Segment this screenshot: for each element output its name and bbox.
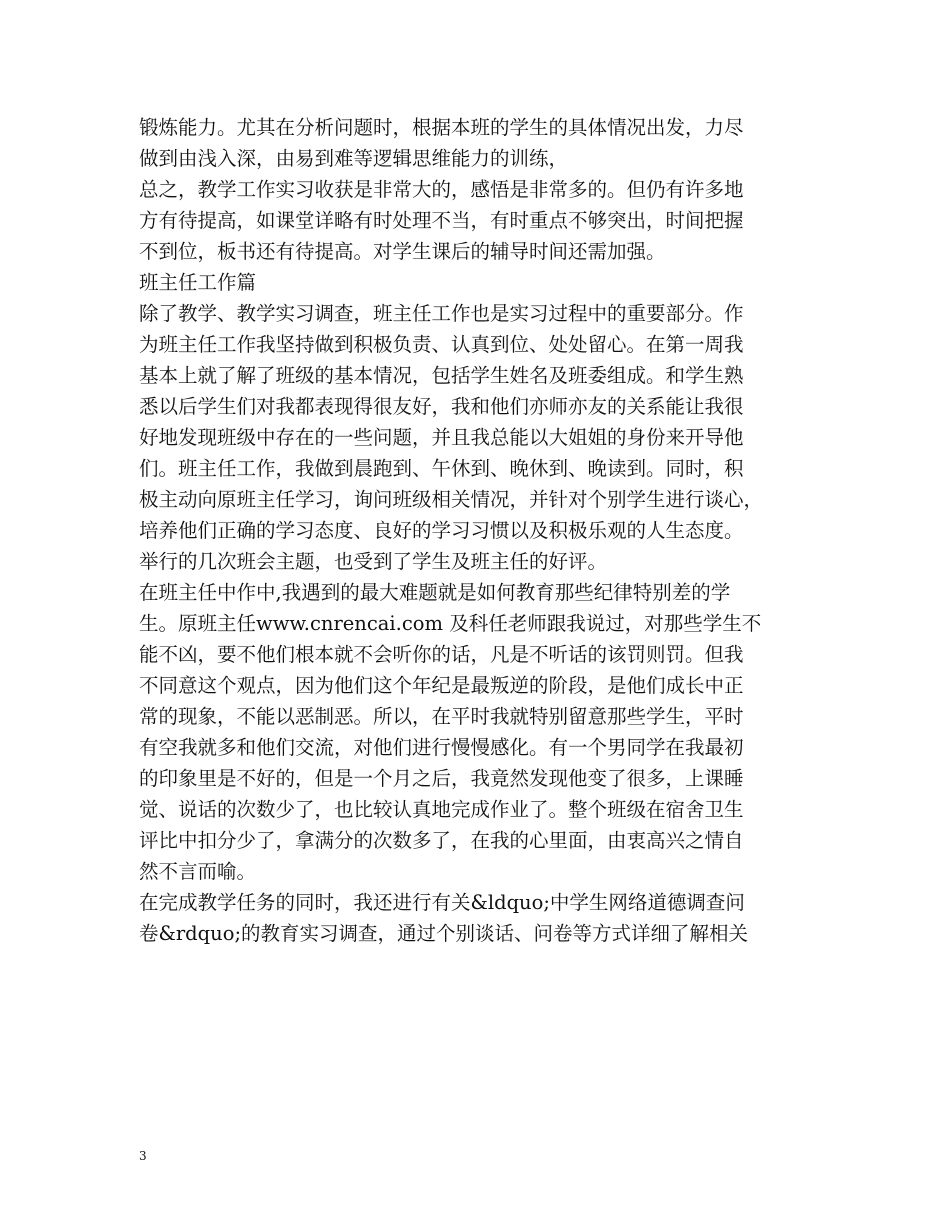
text-line-7: 除了教学、教学实习调查，班主任工作也是实习过程中的重要部分。作 xyxy=(139,302,744,325)
text-line-13: 极主动向原班主任学习，询问班级相关情况，并针对个别学生进行谈心， xyxy=(139,488,764,511)
page-number: 3 xyxy=(139,1149,147,1163)
text-line-27: 卷&rdquo;的教育实习调查，通过个别谈话、问卷等方式详细了解相关 xyxy=(139,922,749,945)
text-line-21: 有空我就多和他们交流，对他们进行慢慢感化。有一个男同学在我最初 xyxy=(139,736,744,759)
text-line-9: 基本上就了解了班级的基本情况，包括学生姓名及班委组成。和学生熟 xyxy=(139,364,744,387)
text-line-18: 能不凶，要不他们根本就不会听你的话，凡是不听话的该罚则罚。但我 xyxy=(139,643,744,666)
text-line-22: 的印象里是不好的，但是一个月之后，我竟然发现他变了很多，上课睡 xyxy=(139,767,744,790)
text-line-5: 不到位，板书还有待提高。对学生课后的辅导时间还需加强。 xyxy=(139,240,666,263)
text-line-12: 们。班主任工作，我做到晨跑到、午休到、晚休到、晚读到。同时，积 xyxy=(139,457,744,480)
text-line-14: 培养他们正确的学习态度、良好的学习习惯以及积极乐观的人生态度。 xyxy=(139,519,744,542)
text-line-26: 在完成教学任务的同时，我还进行有关&ldquo;中学生网络道德调查问 xyxy=(139,891,745,914)
text-line-25: 然不言而喻。 xyxy=(139,860,257,883)
section-heading: 班主任工作篇 xyxy=(139,271,257,294)
text-line-15: 举行的几次班会主题，也受到了学生及班主任的好评。 xyxy=(139,550,608,573)
text-line-11: 好地发现班级中存在的一些问题，并且我总能以大姐姐的身份来开导他 xyxy=(139,426,744,449)
text-line-23: 觉、说话的次数少了，也比较认真地完成作业了。整个班级在宿舍卫生 xyxy=(139,798,744,821)
text-line-4: 方有待提高，如课堂详略有时处理不当，有时重点不够突出，时间把握 xyxy=(139,209,744,232)
text-line-16: 在班主任中作中,我遇到的最大难题就是如何教育那些纪律特别差的学 xyxy=(139,581,731,604)
text-line-17: 生。原班主任www.cnrencai.com 及科任老师跟我说过，对那些学生不 xyxy=(139,612,762,635)
text-line-3: 总之，教学工作实习收获是非常大的，感悟是非常多的。但仍有许多地 xyxy=(139,178,744,201)
text-line-1: 锻炼能力。尤其在分析问题时，根据本班的学生的具体情况出发，力尽 xyxy=(139,116,744,139)
text-line-10: 悉以后学生们对我都表现得很友好，我和他们亦师亦友的关系能让我很 xyxy=(139,395,744,418)
text-line-24: 评比中扣分少了，拿满分的次数多了，在我的心里面，由衷高兴之情自 xyxy=(139,829,744,852)
text-line-20: 常的现象，不能以恶制恶。所以，在平时我就特别留意那些学生，平时 xyxy=(139,705,744,728)
text-line-2: 做到由浅入深，由易到难等逻辑思维能力的训练， xyxy=(139,147,569,170)
text-line-19: 不同意这个观点，因为他们这个年纪是最叛逆的阶段，是他们成长中正 xyxy=(139,674,744,697)
document-body xyxy=(139,112,829,949)
text-line-8: 为班主任工作我坚持做到积极负责、认真到位、处处留心。在第一周我 xyxy=(139,333,744,356)
